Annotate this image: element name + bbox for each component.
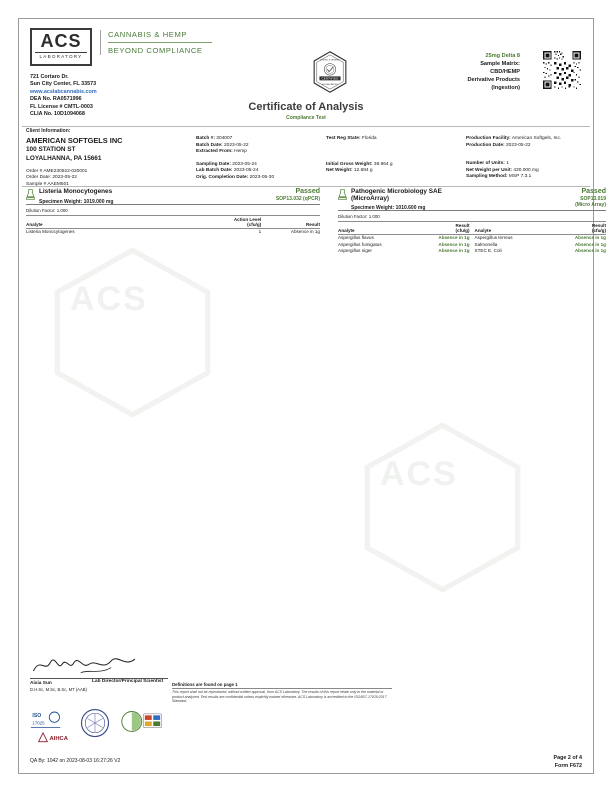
meta-value: 38.964 g	[373, 161, 393, 167]
panel-pathogenic-microbiology	[338, 188, 606, 254]
meta-value: 12.684 g	[353, 168, 373, 174]
lab-clia-number: CLIA No. 10D1094068	[30, 111, 85, 118]
client-address-2: LOYALHANNA, PA 15661	[26, 155, 102, 162]
meta-column-2	[196, 136, 274, 182]
th-analyte-right: Analyte	[474, 227, 492, 233]
watermark-acs-2: ACS	[380, 455, 458, 493]
disclaimer-block	[172, 682, 392, 704]
cell-analyte-left: Aspergillus niger	[338, 248, 372, 254]
brand-line-2: BEYOND COMPLIANCE	[108, 46, 203, 55]
lab-fl-license: FL License # CMTL-0003	[30, 103, 93, 110]
meta-label: Production Facility:	[466, 136, 511, 141]
lab-address-line-2: Sun City Center, FL 33573	[30, 81, 97, 88]
panel-listeria	[26, 188, 320, 235]
lab-dea-number: DEA No. RA0571996	[30, 96, 82, 103]
signatory-degrees: D.H.Sc, M.Sc, B.Sc, MT (AAB)	[30, 687, 87, 692]
accreditation-badges	[28, 708, 218, 744]
client-block	[26, 136, 123, 163]
cell-result: Absence in 1g	[290, 229, 320, 235]
page-subtitle: Compliance Test	[286, 115, 326, 121]
cell-action-level: 1	[258, 229, 262, 235]
meta-column-4	[466, 136, 561, 181]
signature-image	[30, 654, 148, 676]
meta-value: Hemp	[234, 149, 247, 155]
meta-value: 2023-05-30	[249, 174, 275, 180]
th-result-left-units: (cfu/g)	[455, 227, 470, 233]
signature-block	[30, 654, 180, 692]
th-action-level	[188, 216, 262, 229]
meta-value: American Softgels, Inc.	[511, 136, 562, 141]
meta-label: Sampling Method:	[466, 174, 508, 180]
cell-result-right: Absence in 1g	[574, 241, 606, 247]
meta-value: 304007	[216, 136, 233, 141]
meta-label: Initial Gross Weight:	[326, 161, 373, 167]
cell-result-left: Absence in 1g	[438, 235, 470, 241]
acs-logo-text: ACS	[40, 31, 82, 51]
cell-analyte-left: Aspergillus flavus	[338, 235, 374, 241]
page-title: Certificate of Analysis	[248, 101, 364, 113]
th-result-right	[556, 222, 606, 235]
watermark-acs-1: ACS	[70, 280, 148, 318]
meta-value: 2023-05-22	[506, 142, 531, 148]
meta-value: 430.000 mg	[513, 167, 539, 173]
certified-seal-icon	[308, 50, 352, 94]
order-date: Order Date: 2023-05-22	[26, 175, 77, 181]
meta-label: Batch #:	[196, 136, 215, 141]
table-row	[338, 248, 606, 255]
product-name: 25mg Delta 8	[485, 53, 520, 59]
form-number: Form F672	[554, 763, 582, 769]
client-info-label: Client Information:	[26, 128, 71, 134]
cell-result-left: Absence in 1g	[438, 241, 470, 247]
disclaimer-text: This report shall not be reproduced, without written approval, from ACS Laboratory. The results of this report relate only to the material or product analyzed. Test results are confidential unless explicitly waived otherwise. ACS Laboratory is accredited to the ISO/IEC 17025:2017 Standard.	[172, 690, 387, 704]
meta-label: Test Reg State:	[326, 136, 361, 141]
client-address-1: 100 STATION ST	[26, 146, 76, 153]
table-header-row	[26, 216, 320, 229]
header-divider	[22, 126, 590, 127]
meta-label: Batch Date:	[196, 142, 223, 148]
signatory-name: Aixia Sun	[30, 680, 52, 686]
brand-line-1: CANNABIS & HEMP	[108, 30, 188, 39]
aihca-badge-icon	[36, 730, 82, 746]
sample-matrix-line-3: (Ingestion)	[491, 85, 520, 91]
brand-tagline	[100, 30, 212, 55]
meta-label: Lab Batch Date:	[196, 168, 233, 174]
brand-divider	[108, 42, 212, 43]
svg-text:TESTED & VERIFIED: TESTED & VERIFIED	[320, 59, 340, 62]
panel-pathogenic-title-1: Pathogenic Microbiology SAE	[351, 188, 442, 195]
page-meta	[554, 754, 582, 770]
panel-pathogenic-title-2: (MicroArray)	[351, 194, 389, 202]
th-analyte-left: Analyte	[338, 227, 355, 233]
meta-label: Net Weight:	[326, 168, 353, 174]
table-row	[338, 234, 606, 241]
acs-logo	[30, 28, 92, 66]
th-result-right-text: Result	[591, 222, 606, 228]
panel-pathogenic-dilution: Dilution Factor: 1.000	[338, 214, 606, 222]
panel-pathogenic-specimen-weight: Specimen Weight: 1010.600 mg	[351, 205, 426, 211]
meta-label: Net Weight per Unit:	[466, 167, 513, 173]
meta-label: Orig. Completion Date:	[196, 174, 249, 180]
order-number: Order # AME230522-020001	[26, 169, 88, 174]
panel-listeria-specimen-weight: Specimen Weight: 1019.000 mg	[39, 198, 114, 205]
panel-listeria-sop: SOP13.032 (qPCR)	[275, 196, 320, 202]
panel-pathogenic-status: Passed	[581, 188, 606, 195]
acs-logo-subtext: LABORATORY	[35, 52, 87, 59]
sample-matrix-block	[467, 52, 520, 92]
cell-result-left: Absence in 1g	[438, 248, 470, 254]
th-action-level-text: Action Level	[233, 216, 262, 222]
panel-listeria-status: Passed	[295, 188, 320, 195]
meta-label: Sampling Date:	[196, 161, 231, 167]
svg-text:AIHCA: AIHCA	[49, 736, 68, 743]
th-result-left-text: Result	[455, 222, 470, 228]
th-result-left	[420, 222, 470, 235]
meta-value: Florida	[361, 136, 377, 141]
signatory-role: Lab Director/Principal Scientist	[92, 678, 164, 684]
panel-pathogenic-sop-1: SOP13.019	[580, 196, 606, 202]
sample-matrix-label: Sample Matrix:	[480, 61, 520, 67]
meta-label: Number of Units:	[466, 161, 505, 167]
sample-matrix-line-1: CBD/HEMP	[490, 69, 520, 75]
emerald-test-badge-icon	[118, 707, 164, 739]
qr-code[interactable]	[542, 50, 582, 90]
client-name: AMERICAN SOFTGELS INC	[26, 136, 123, 145]
th-action-level-units: (cfu/g)	[247, 221, 262, 227]
th-result: Result	[305, 221, 320, 227]
cell-analyte: Listeria Monocytogenes	[26, 229, 75, 235]
svg-text:CERTIFIED: CERTIFIED	[321, 76, 339, 81]
svg-text:ACS LABORATORY: ACS LABORATORY	[322, 83, 338, 86]
panel-pathogenic-sop-2: (Micro Array)	[575, 202, 606, 208]
qa-footer-line: QA By: 1042 on 2023-08-03 16:27:26 V2	[30, 758, 121, 764]
sample-matrix-line-2: Derivative Products	[467, 77, 520, 83]
info-divider	[22, 186, 590, 187]
meta-value: 1	[506, 161, 509, 167]
cannabis-quality-badge-icon	[80, 708, 110, 738]
meta-value: MSP 7.3.1	[508, 174, 532, 180]
meta-value: 2023-05-22	[224, 142, 249, 148]
table-row	[26, 228, 320, 235]
client-info-section	[26, 128, 586, 187]
panel-pathogenic-header	[338, 188, 606, 211]
cell-result-right: Absence in 1g	[574, 248, 606, 254]
cell-analyte-right: Aspergillus terreus	[474, 235, 513, 241]
cell-result-right: Absence in 1g	[574, 235, 606, 241]
meta-value: 2023-05-24	[233, 168, 259, 174]
meta-label: Extracted From:	[196, 149, 233, 155]
definitions-heading: Definitions are found on page 1	[172, 682, 392, 689]
page-number: Page 2 of 4	[553, 755, 582, 761]
th-analyte: Analyte	[26, 221, 43, 227]
lab-address-line-1: 721 Cortaro Dr.	[30, 74, 69, 80]
meta-value: 2023-05-24	[232, 161, 257, 167]
cell-analyte-right: STEC E. Coli	[474, 248, 502, 254]
meta-label: Production Date:	[466, 142, 505, 148]
meta-column-3	[326, 136, 393, 175]
table-header-row	[338, 222, 606, 235]
panel-listeria-title: Listeria Monocytogenes	[39, 188, 113, 195]
table-row	[338, 241, 606, 248]
svg-text:17025: 17025	[32, 720, 45, 726]
svg-text:ISO: ISO	[32, 713, 42, 720]
th-result-right-units: (cfu/g)	[591, 227, 606, 233]
panel-listeria-dilution: Dilution Factor: 1.000	[26, 208, 320, 216]
cell-analyte-left: Aspergillus fumigatus	[338, 241, 382, 247]
cell-analyte-right: Salmonella	[474, 241, 498, 247]
pathogenic-results-table	[338, 222, 606, 255]
flask-icon	[338, 189, 347, 200]
panel-listeria-header	[26, 188, 320, 205]
lab-website-link[interactable]: www.acslabcannabis.com	[30, 88, 97, 95]
sample-number: Sample # AAEM501	[26, 181, 69, 187]
listeria-results-table	[26, 216, 320, 236]
